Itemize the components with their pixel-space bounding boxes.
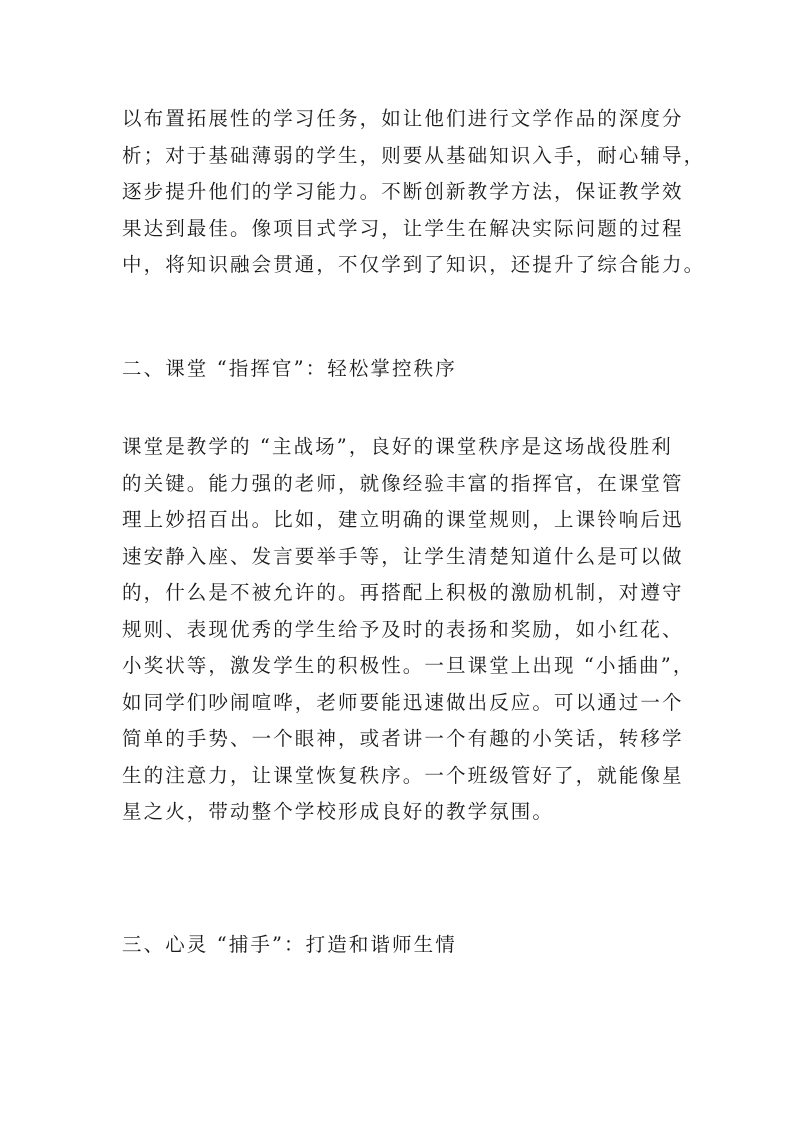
section-heading-2 bbox=[122, 351, 682, 388]
paragraph-line: 果达到最佳。像项目式学习，让学生在解决实际问题的过程 bbox=[122, 216, 684, 240]
paragraph-line: 生的注意力，让课堂恢复秩序。一个班级管好了，就能像星 bbox=[122, 763, 684, 787]
paragraph-line: 逐步提升他们的学习能力。不断创新教学方法，保证教学效 bbox=[122, 180, 684, 203]
paragraph-line: 如同学们吵闹喧哗，老师要能迅速做出反应。可以通过一个 bbox=[122, 690, 684, 714]
paragraph-line: 课堂是教学的 “主战场”，良好的课堂秩序是这场战役胜利 bbox=[122, 435, 673, 458]
paragraph-2 bbox=[122, 429, 695, 831]
paragraph-line: 星之火，带动整个学校形成良好的教学氛围。 bbox=[122, 800, 555, 823]
paragraph-line: 规则、表现优秀的学生给予及时的表扬和奖励，如小红花、 bbox=[122, 617, 684, 641]
paragraph-line: 速安静入座、发言要举手等，让学生清楚知道什么是可以做 bbox=[122, 544, 684, 568]
paragraph-line: 理上妙招百出。比如，建立明确的课堂规则，上课铃响后迅 bbox=[122, 508, 684, 531]
paragraph-line: 的关键。能力强的老师，就像经验丰富的指挥官，在课堂管 bbox=[122, 471, 684, 495]
paragraph-line: 的，什么是不被允许的。再搭配上积极的激励机制，对遵守 bbox=[122, 581, 684, 604]
paragraph-line: 中，将知识融会贯通，不仅学到了知识，还提升了综合能力。 bbox=[122, 253, 706, 276]
section-heading-3 bbox=[122, 927, 682, 964]
paragraph-line: 以布置拓展性的学习任务，如让他们进行文学作品的深度分 bbox=[122, 107, 684, 130]
paragraph-line: 小奖状等，激发学生的积极性。一旦课堂上出现 “小插曲”， bbox=[122, 654, 695, 677]
paragraph-1 bbox=[122, 101, 706, 284]
heading-text: 二、课堂 “指挥官”：轻松掌控秩序 bbox=[122, 357, 457, 380]
heading-text: 三、心灵 “捕手”：打造和谐师生情 bbox=[122, 933, 457, 956]
paragraph-line: 简单的手势、一个眼神，或者讲一个有趣的小笑话，转移学 bbox=[122, 727, 684, 750]
paragraph-line: 析；对于基础薄弱的学生，则要从基础知识入手，耐心辅导， bbox=[122, 143, 706, 167]
